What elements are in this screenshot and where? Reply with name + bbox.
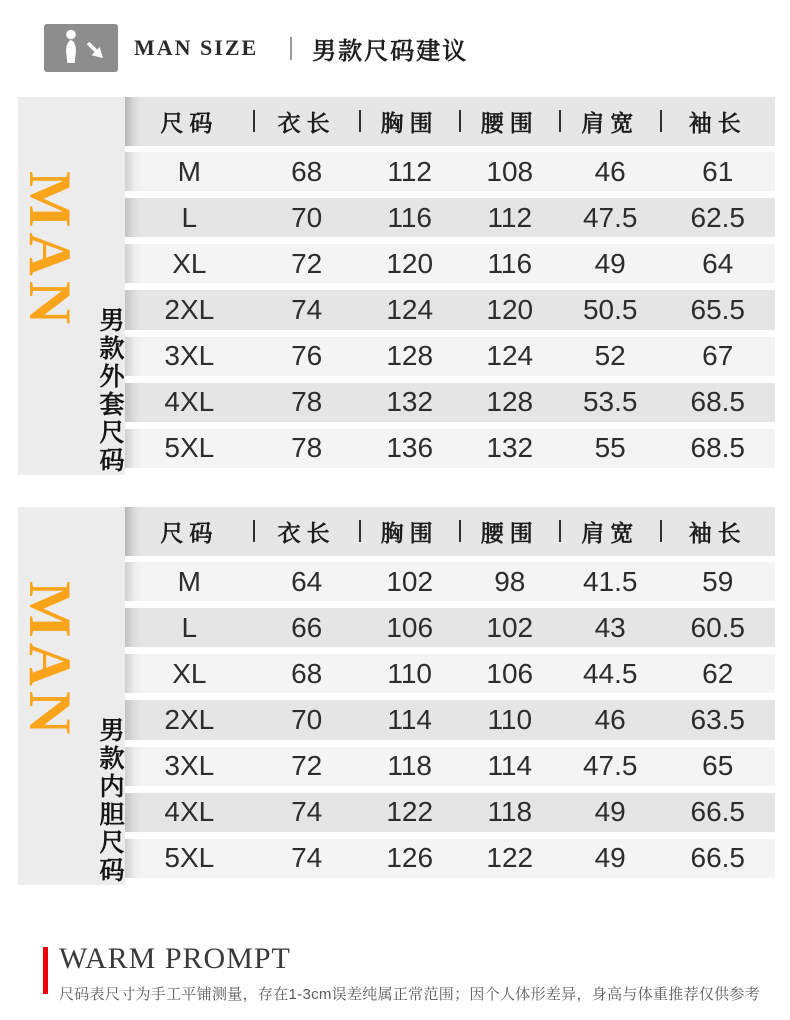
table-cell: 124	[486, 340, 534, 372]
table-cell: 72	[291, 247, 323, 279]
table-cell: 68.5	[690, 386, 745, 418]
table-cell: 132	[386, 386, 434, 418]
table-cell: 78	[291, 386, 323, 418]
table-row	[125, 383, 775, 422]
table-header-row	[125, 507, 775, 556]
table-cell: 4XL	[164, 796, 215, 828]
table-cell: 60.5	[690, 611, 745, 643]
table-cell: 68	[291, 155, 323, 187]
table-row	[125, 793, 775, 832]
table-cell: 106	[486, 657, 534, 689]
table-cell: 110	[387, 657, 432, 689]
table-cell: XL	[172, 657, 207, 689]
table-cell: 74	[291, 842, 323, 874]
table-cell: 43	[594, 611, 626, 643]
header-cell: 袖长	[688, 519, 747, 546]
table-cell: 59	[702, 565, 734, 597]
table-cell: 3XL	[164, 340, 215, 372]
table-cell: M	[177, 155, 201, 187]
table-cell: 41.5	[582, 565, 638, 597]
table-cell: 132	[486, 432, 534, 464]
size-table	[125, 97, 775, 475]
table-row	[125, 700, 775, 739]
table-cell: 66.5	[690, 842, 745, 874]
table-cell: 52	[594, 340, 626, 372]
table-cell: 128	[486, 386, 534, 418]
liner-size-table-block	[18, 507, 775, 885]
header-cell: 胸围	[360, 105, 460, 138]
table-cell: 116	[387, 201, 432, 233]
table-cell: 122	[486, 842, 534, 874]
table-cell: 64	[291, 565, 323, 597]
table-cell: 78	[291, 432, 323, 464]
warm-prompt-section	[43, 944, 760, 1004]
table-cell: 76	[291, 340, 323, 372]
man-figure-arrow-icon	[44, 24, 118, 72]
table-cell: 122	[386, 796, 434, 828]
table-cell: 5XL	[164, 432, 215, 464]
table-cell: 65	[702, 750, 734, 782]
table-row	[125, 198, 775, 237]
table-row	[125, 654, 775, 693]
table-cell: 2XL	[164, 293, 215, 325]
table-cell: 120	[486, 293, 534, 325]
man-vertical-text: MAN	[17, 581, 83, 740]
table-cell: 50.5	[582, 293, 638, 325]
table-cell: 70	[291, 201, 323, 233]
table-cell: 61	[702, 155, 734, 187]
man-vertical-text: MAN	[17, 171, 83, 330]
table-cell: 98	[494, 565, 526, 597]
table-cell: 66.5	[690, 796, 745, 828]
table-side-label: 男款外套尺码	[96, 307, 124, 475]
table-cell: 4XL	[164, 386, 215, 418]
header-cell: 肩宽	[560, 105, 661, 138]
table-cell: 66	[291, 611, 323, 643]
table-cell: L	[181, 201, 198, 233]
header-cell: 袖长	[688, 109, 747, 136]
table-cell: 62	[702, 657, 734, 689]
header-cell: 胸围	[360, 515, 460, 548]
table-header-row	[125, 97, 775, 146]
header-cell: 肩宽	[560, 515, 661, 548]
header-cell: 尺码	[125, 105, 254, 138]
table-cell: 118	[487, 796, 533, 828]
table-cell: 46	[594, 155, 626, 187]
table-cell: 49	[594, 796, 626, 828]
table-cell: 102	[486, 611, 534, 643]
table-cell: 47.5	[582, 750, 638, 782]
table-cell: 62.5	[690, 201, 745, 233]
table-cell: 112	[387, 155, 432, 187]
table-row	[125, 337, 775, 376]
table-cell: 55	[594, 432, 626, 464]
jacket-size-table-block	[18, 97, 775, 475]
table-cell: 116	[487, 247, 533, 279]
table-cell: 74	[291, 796, 323, 828]
table-cell: 106	[386, 611, 434, 643]
table-row	[125, 562, 775, 601]
warm-prompt-title: WARM PROMPT	[59, 942, 291, 975]
table-cell: 112	[487, 201, 533, 233]
table-row	[125, 608, 775, 647]
header-cell: 腰围	[460, 515, 560, 548]
table-cell: 120	[386, 247, 434, 279]
table-cell: 65.5	[690, 293, 745, 325]
table-row	[125, 244, 775, 283]
side-panel	[18, 507, 125, 885]
table-cell: 110	[487, 703, 533, 735]
side-panel	[18, 97, 125, 475]
table-cell: 44.5	[582, 657, 638, 689]
header-cell: 衣长	[254, 105, 360, 138]
table-cell: 126	[386, 842, 434, 874]
table-row	[125, 429, 775, 468]
table-row	[125, 747, 775, 786]
table-cell: 118	[387, 750, 432, 782]
header-cell: 衣长	[254, 515, 360, 548]
table-cell: 136	[386, 432, 434, 464]
table-cell: 128	[386, 340, 434, 372]
table-cell: 2XL	[164, 703, 215, 735]
table-cell: 72	[291, 750, 323, 782]
page-title: 男款尺码建议	[312, 37, 469, 65]
table-cell: 67	[702, 340, 734, 372]
table-cell: 64	[702, 247, 734, 279]
table-cell: 3XL	[164, 750, 215, 782]
page-header	[44, 24, 468, 72]
table-row	[125, 290, 775, 329]
table-cell: 53.5	[582, 386, 638, 418]
table-cell: 5XL	[164, 842, 215, 874]
table-cell: 102	[386, 565, 434, 597]
table-cell: 68	[291, 657, 323, 689]
size-table	[125, 507, 775, 885]
title-divider	[290, 37, 292, 60]
measurement-note: 尺码表尺寸为手工平铺测量，存在1-3cm误差纯属正常范围；因个人体形差异，身高与体重推荐仅供参考	[59, 986, 761, 1003]
table-side-label: 男款内胆尺码	[96, 717, 124, 885]
header-cell: 尺码	[125, 515, 254, 548]
title-english: MAN SIZE	[134, 35, 259, 60]
table-cell: 114	[387, 703, 432, 735]
table-row	[125, 839, 775, 878]
header-cell: 腰围	[460, 105, 560, 138]
warm-prompt-text	[59, 944, 760, 1004]
table-cell: 49	[594, 247, 626, 279]
table-cell: L	[181, 611, 198, 643]
table-cell: 70	[291, 703, 323, 735]
table-cell: 124	[386, 293, 434, 325]
table-cell: 47.5	[582, 201, 638, 233]
table-cell: 49	[594, 842, 626, 874]
table-cell: 74	[291, 293, 323, 325]
table-row	[125, 152, 775, 191]
table-cell: 46	[594, 703, 626, 735]
table-cell: 68.5	[690, 432, 745, 464]
table-cell: M	[177, 565, 201, 597]
red-accent-bar	[43, 947, 48, 994]
table-cell: 114	[487, 750, 533, 782]
table-cell: 108	[486, 155, 534, 187]
table-cell: XL	[172, 247, 207, 279]
table-cell: 63.5	[690, 703, 745, 735]
